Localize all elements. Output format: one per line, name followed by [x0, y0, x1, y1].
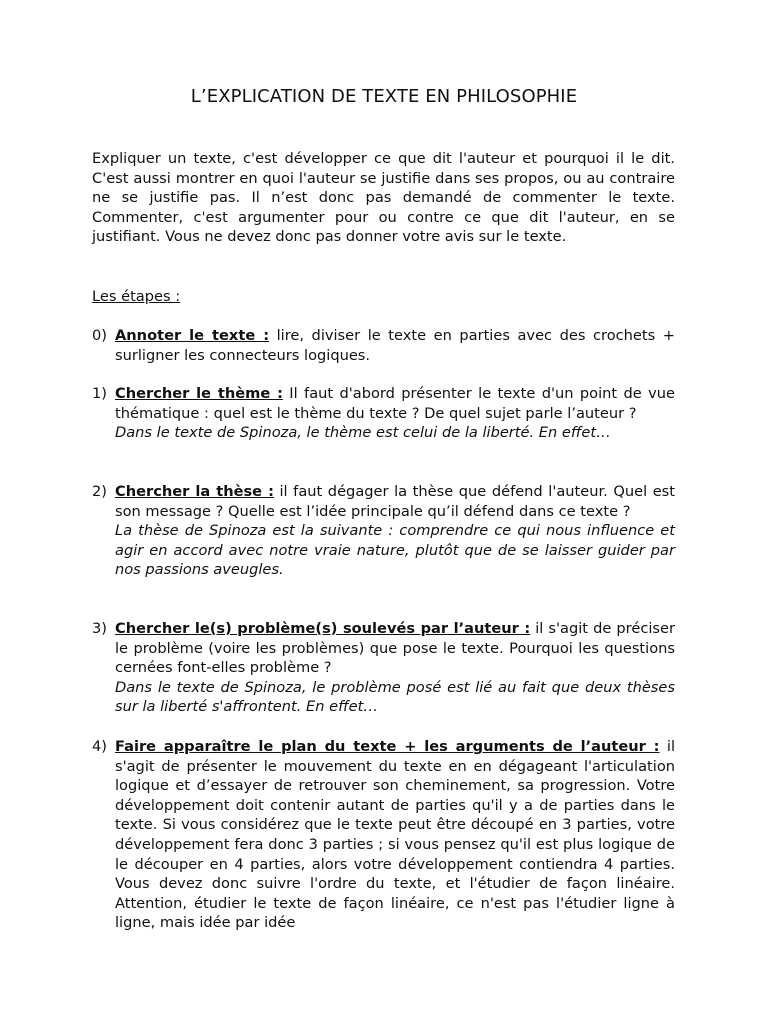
step-label: Chercher le(s) problème(s) soulevés par l’auteur :	[115, 620, 531, 637]
step-3	[92, 619, 675, 717]
step-number: 3)	[92, 620, 107, 637]
step-description: il s'agit de présenter le mouvement du texte en en dégageant l'articulation logique et d’essayer de retrouver son cheminement, sa progression. Votre développement doit contenir autant de parties qu'il y a de parties dans le texte. Si vous considérez que le texte peut être découpé en 3 parties, votre développement fera donc 3 parties ; si vous pensez qu'il est plus logique de le découper en 4 parties, alors votre développement contiendra 4 parties. Vous devez donc suivre l'ordre du texte, et l'étudier de façon linéaire. Attention, étudier le texte de façon linéaire, ce n'est pas l'étudier ligne à ligne, mais idée par idée	[115, 738, 676, 932]
step-example: Dans le texte de Spinoza, le thème est celui de la liberté. En effet…	[115, 424, 611, 442]
step-number: 4)	[92, 738, 107, 755]
intro-paragraph: Expliquer un texte, c'est développer ce que dit l'auteur et pourquoi il le dit. C'est aussi montrer en quoi l'auteur se justifie dans ses propos, ou au contraire ne se justifie pas. Il n’est donc pas demandé de commenter le texte. Commenter, c'est argumenter pour ou contre ce que dit l'auteur, en se justifiant. Vous ne devez donc pas donner votre avis sur le texte.	[92, 150, 675, 246]
step-number: 1)	[92, 385, 107, 402]
step-label: Annoter le texte :	[115, 327, 270, 344]
step-body	[115, 326, 675, 365]
step-number: 2)	[92, 483, 107, 500]
step-body	[115, 384, 675, 443]
step-text	[115, 737, 675, 933]
steps-heading: Les étapes :	[92, 288, 181, 305]
step-label: Chercher la thèse :	[115, 483, 274, 500]
step-4	[92, 737, 675, 933]
step-label: Chercher le thème :	[115, 385, 283, 402]
step-description: lire, diviser le texte en parties avec des crochets + surligner les connecteurs logiques.	[115, 327, 676, 364]
step-text	[115, 326, 675, 365]
step-0	[92, 326, 675, 365]
step-body	[115, 737, 675, 933]
step-description: il faut dégager la thèse que défend l'auteur. Quel est son message ? Quelle est l’idée principale qu’il défend dans ce texte ?	[115, 483, 675, 520]
step-text	[115, 619, 675, 678]
step-number: 0)	[92, 327, 107, 344]
step-text	[115, 482, 675, 521]
step-label: Faire apparaître le plan du texte + les arguments de l’auteur :	[115, 738, 660, 755]
step-description: il s'agit de préciser le problème (voire les problèmes) que pose le texte. Pourquoi les questions cernées font-elles problème ?	[115, 620, 675, 677]
step-example: La thèse de Spinoza est la suivante : comprendre ce qui nous influence et agir en accord avec notre vraie nature, plutôt que de se laisser guider par nos passions aveugles.	[115, 522, 675, 579]
step-body	[115, 482, 675, 580]
step-2	[92, 482, 675, 580]
step-1	[92, 384, 675, 443]
step-body	[115, 619, 675, 717]
step-example: Dans le texte de Spinoza, le problème posé est lié au fait que deux thèses sur la liberté s'affrontent. En effet…	[115, 678, 675, 716]
step-description: Il faut d'abord présenter le texte d'un point de vue thématique : quel est le thème du texte ? De quel sujet parle l’auteur ?	[115, 385, 675, 422]
step-text	[115, 384, 675, 423]
document-title: L’EXPLICATION DE TEXTE EN PHILOSOPHIE	[190, 86, 578, 107]
